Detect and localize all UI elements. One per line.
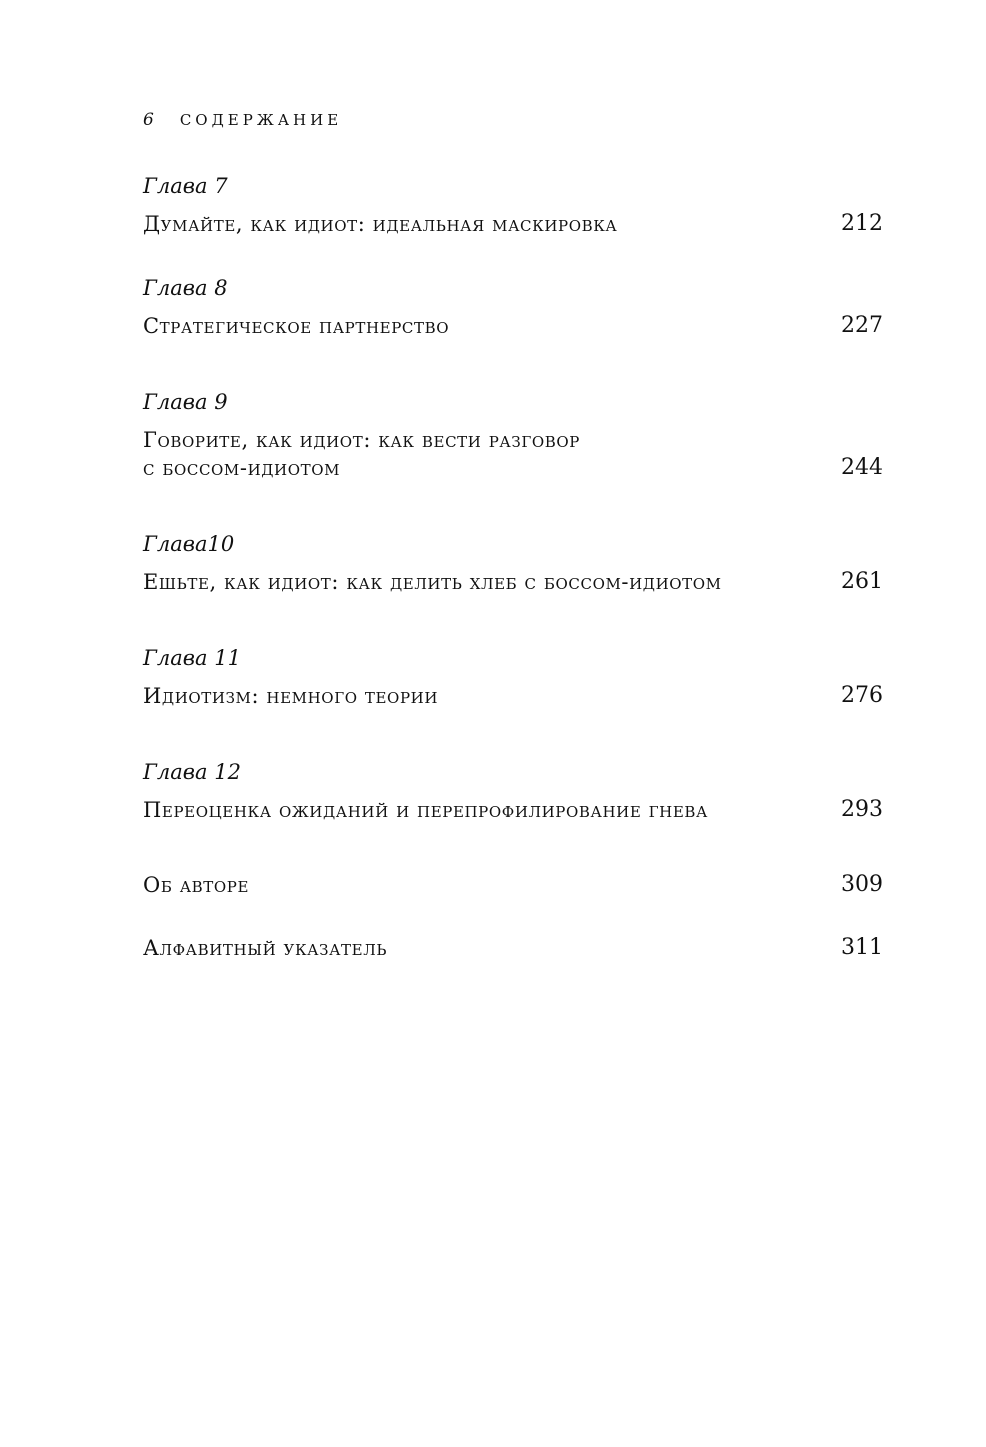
entry-page-number: 244 xyxy=(841,455,883,480)
chapter-label: Глава 8 xyxy=(143,276,228,300)
entry-title xyxy=(143,934,387,962)
entry-title-line: Думайте, как идиот: идеальная маскировка xyxy=(143,212,618,236)
entry-row xyxy=(143,426,883,482)
toc-entry-about-author xyxy=(143,871,883,899)
toc-entry-chapter-9 xyxy=(143,388,883,482)
entry-row xyxy=(143,568,883,596)
toc-entry-chapter-10 xyxy=(143,530,883,596)
entry-title xyxy=(143,568,722,596)
entry-title-line: Об авторе xyxy=(143,873,250,897)
entry-page-number: 293 xyxy=(841,797,883,822)
entry-title-line: с боссом-идиотом xyxy=(143,456,341,480)
toc-entry-index xyxy=(143,934,883,962)
entry-title xyxy=(143,312,449,340)
entry-title xyxy=(143,426,580,482)
entry-page-number: 212 xyxy=(841,211,883,236)
entry-title xyxy=(143,210,617,238)
entry-row xyxy=(143,796,883,824)
running-head: СОДЕРЖАНИЕ xyxy=(179,111,343,129)
chapter-label: Глава 12 xyxy=(143,760,241,784)
entry-page-number: 227 xyxy=(841,313,883,338)
entry-title-line: Ешьте, как идиот: как делить хлеб с боссом-идиотом xyxy=(143,570,722,594)
chapter-label: Глава 11 xyxy=(143,646,241,670)
toc-entry-chapter-11 xyxy=(143,644,883,710)
entry-page-number: 311 xyxy=(841,935,883,960)
entry-title xyxy=(143,682,438,710)
page-number: 6 xyxy=(143,110,154,130)
chapter-label: Глава 7 xyxy=(143,174,228,198)
entry-title-line: Стратегическое партнерство xyxy=(143,314,450,338)
entry-title-line: Говорите, как идиот: как вести разговор xyxy=(143,428,580,452)
entry-row xyxy=(143,871,883,899)
toc-entry-chapter-7 xyxy=(143,172,883,238)
entry-row xyxy=(143,682,883,710)
entry-title xyxy=(143,796,708,824)
entry-row xyxy=(143,934,883,962)
entry-title-line: Переоценка ожиданий и перепрофилирование гнева xyxy=(143,798,708,822)
entry-title-line: Идиотизм: немного теории xyxy=(143,684,439,708)
toc-entry-chapter-8 xyxy=(143,274,883,340)
entry-page-number: 261 xyxy=(841,569,883,594)
entry-page-number: 276 xyxy=(841,683,883,708)
entry-title xyxy=(143,871,249,899)
toc-entry-chapter-12 xyxy=(143,758,883,824)
page-header xyxy=(143,110,342,130)
entry-title-line: Алфавитный указатель xyxy=(143,936,388,960)
chapter-label: Глава10 xyxy=(143,532,235,556)
entry-page-number: 309 xyxy=(841,872,883,897)
entry-row xyxy=(143,210,883,238)
chapter-label: Глава 9 xyxy=(143,390,228,414)
entry-row xyxy=(143,312,883,340)
